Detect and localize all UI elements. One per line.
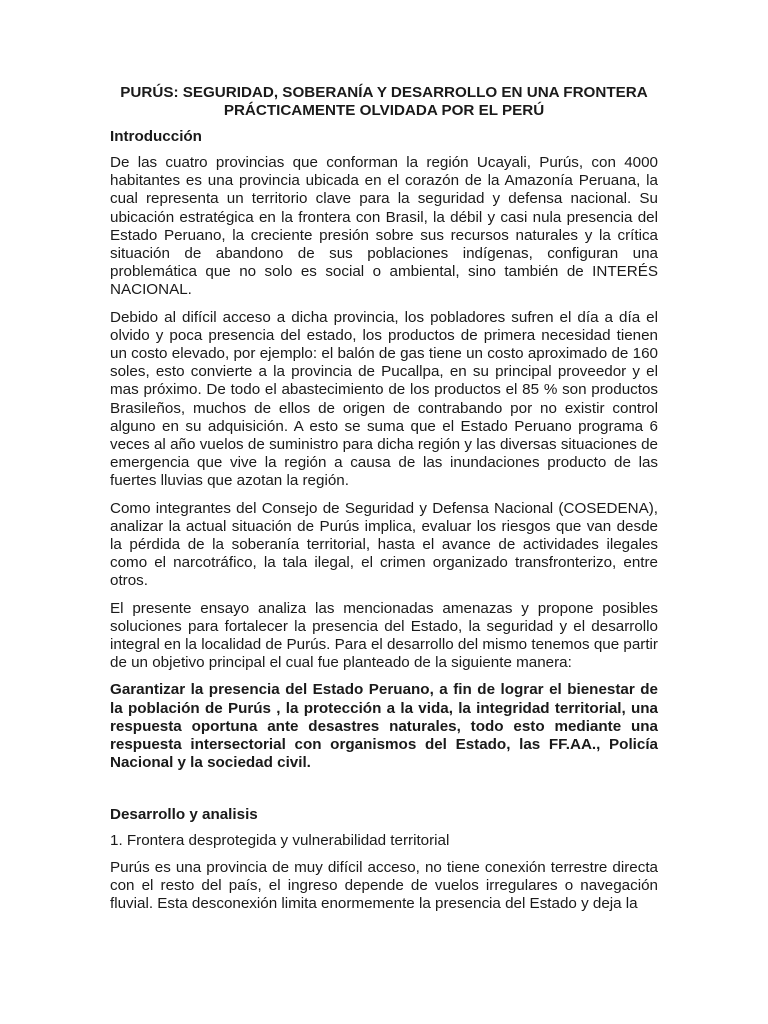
document-title [110,84,658,120]
development-heading: Desarrollo y analisis [110,805,258,823]
intro-paragraph-1: De las cuatro provincias que conforman la región Ucayali, Purús, con 4000 habitantes es una provincia ubicada en el corazón de la Amazonía Peruana, la cual representa un territorio clave para la seguridad y defensa nacional. Su ubicación estratégica en la frontera con Brasil, la débil y casi nula presencia del Estado Peruano, la creciente presión sobre sus recursos naturales y la crítica situación de abandono de sus poblaciones indígenas, configuran una problemática que no solo es social o ambiental, sino también de INTERÉS NACIONAL. [110,154,658,299]
intro-heading: Introducción [110,128,202,145]
intro-paragraph-3: Como integrantes del Consejo de Seguridad y Defensa Nacional (COSEDENA), analizar la actual situación de Purús implica, evaluar los riesgos que van desde la pérdida de la soberanía territorial, hasta el avance de actividades ilegales como el narcotráfico, la tala ilegal, el crimen organizado transfronterizo, entre otros. [110,499,658,590]
intro-paragraph-4: El presente ensayo analiza las mencionadas amenazas y propone posibles soluciones para fortalecer la presencia del Estado, la seguridad y el desarrollo integral en la localidad de Purús. Para el desarrollo del mismo tenemos que partir de un objetivo principal el cual fue planteado de la siguiente manera: [110,599,658,672]
section-1-title: 1. Frontera desprotegida y vulnerabilidad territorial [110,831,450,849]
document-page [110,84,658,922]
section-spacer [110,782,658,806]
document-title-line-2: PRÁCTICAMENTE OLVIDADA POR EL PERÚ [223,102,545,119]
document-title-line-1: PURÚS: SEGURIDAD, SOBERANÍA Y DESARROLLO EN UNA FRONTERA [120,84,648,101]
intro-paragraph-2: Debido al difícil acceso a dicha provincia, los pobladores sufren el día a día el olvido y poca presencia del estado, los productos de primera necesidad tienen un costo elevado, por ejemplo: el balón de gas tiene un costo aproximado de 160 soles, esto convierte a la provincia de Pucallpa, en su principal proveedor y el mas próximo. De todo el abastecimiento de los productos el 85 % son productos Brasileños, muchos de ellos de origen de contrabando por no existir control alguno en su adquisición. A esto se suma que el Estado Peruano programa 6 veces al año vuelos de suministro para dicha región y las diversas situaciones de emergencia que vive la región a causa de las inundaciones producto de las fuertes lluvias que azotan la región. [110,308,658,490]
objective-paragraph: Garantizar la presencia del Estado Peruano, a fin de lograr el bienestar de la población de Purús , la protección a la vida, la integridad territorial, una respuesta oportuna ante desastres naturales, todo esto mediante una respuesta intersectorial con organismos del Estado, las FF.AA., Policía Nacional y la sociedad civil. [110,681,658,772]
section-1-paragraph: Purús es una provincia de muy difícil acceso, no tiene conexión terrestre directa con el resto del país, el ingreso depende de vuelos irregulares o navegación fluvial. Esta desconexión limita enormemente la presencia del Estado y deja la [110,858,658,912]
